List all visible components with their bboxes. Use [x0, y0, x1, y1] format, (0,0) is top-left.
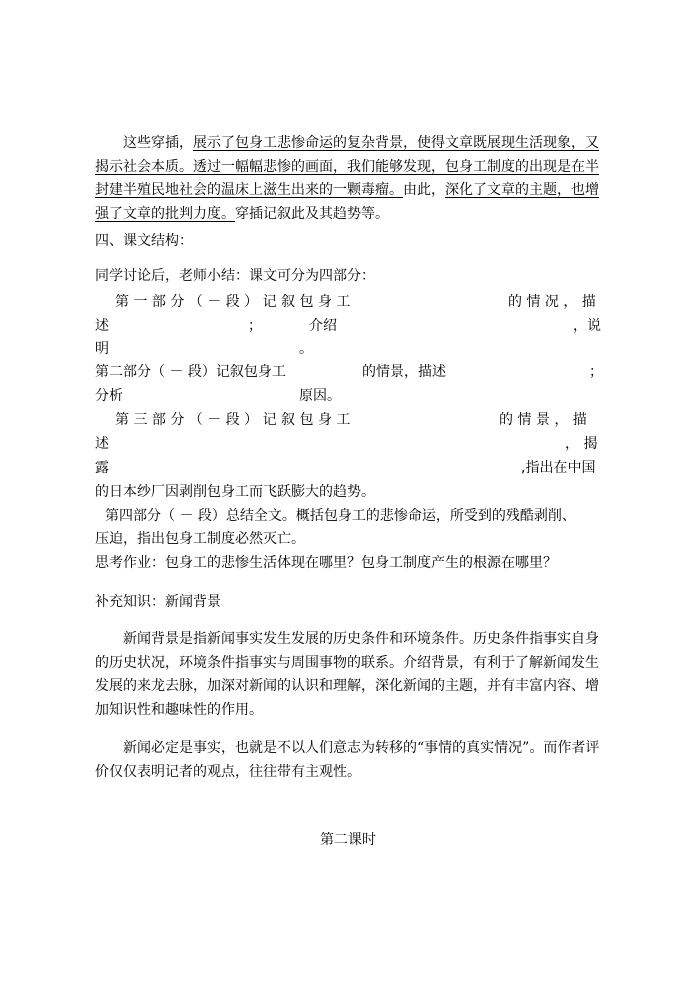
part3-line3a: 露: [95, 460, 109, 476]
part4-line2: 压迫，指出包身工制度必然灭亡。: [95, 531, 305, 547]
part4-line1: 第四部分（ － 段）总结全文。概括包身工的悲惨命运，所受到的残酷剥削、: [105, 508, 576, 524]
part3-line1b: 的 情 景 ， 描: [499, 412, 587, 428]
part1-line2c: 介绍: [309, 318, 337, 334]
part1-line1-end: 的 情 况 ， 描: [508, 294, 596, 310]
homework-line: 思考作业：包身工的悲惨生活体现在哪里？包身工制度产生的根源在哪里？: [95, 555, 557, 571]
part2-line2b: 原因。: [299, 388, 341, 404]
paragraph-news-background: 新闻背景是指新闻事实发生发展的历史条件和环境条件。历史条件指事实自身的历史状况，环境条件指事实与周围事物的联系。介绍背景，有利于了解新闻发生发展的来龙去脉，加深对新闻的认识和理解，深化新闻的主题，并有丰富内容、增加知识性和趣味性的作用。: [95, 631, 599, 718]
text-run: 由此，: [403, 182, 445, 198]
lesson-heading: 第二课时: [320, 832, 376, 848]
underlined-text: 展示了包身工悲惨命运的复杂背景，使得文章既展现生活现象，又揭示社会本质。: [95, 135, 599, 175]
part3-line1a: 第 三 部 分 （ － 段 ） 记 叙 包 身 工: [115, 412, 351, 428]
underlined-text: 深化了文章的主题，也增强了文章的批判力度。: [95, 182, 599, 222]
part2-line1c: ；: [589, 364, 603, 380]
part1-line1: 第 一 部 分 （ － 段 ） 记 叙 包 身 工: [115, 294, 351, 310]
text-run: 新闻必定是事实，也就是不以人们意志为转移的: [123, 740, 417, 756]
underlined-text: 透过一幅幅悲惨的画面，我们能够发现，包身工制度的出现是在半封建半殖民地社会的温床上滋生出来的一颗毒瘤。: [95, 158, 599, 198]
paragraph-news-fact: [95, 737, 601, 784]
part1-line3b: 。: [299, 341, 313, 357]
part1-line2a: 述: [95, 318, 109, 334]
paragraph-insertions: [95, 132, 601, 226]
text-run: 穿插记叙此及其趋势等。: [235, 205, 389, 222]
part1-line2d: ，说: [573, 318, 601, 334]
text-run: 这些穿插，: [123, 135, 193, 151]
part3-line4: 的日本纱厂因剥削包身工而飞跃膨大的趋势。: [95, 484, 375, 500]
summary-line: 同学讨论后，老师小结：课文可分为四部分：: [95, 268, 375, 284]
part1-line3a: 明: [95, 341, 109, 357]
part2-line1a: 第二部分（ － 段）记叙包身工: [95, 364, 286, 380]
quoted-text: “事情的真实情况”: [417, 740, 530, 756]
section-heading: 四、课文结构：: [95, 233, 193, 249]
part3-line3b: ,指出在中国: [521, 460, 596, 476]
part3-line2b: ， 揭: [565, 436, 598, 452]
part2-line1b: 的情景，描述: [362, 364, 446, 380]
part3-line2a: 述: [95, 436, 109, 452]
text-run: 。而作者评价仅仅表明记者的观点，往往带有主观性。: [95, 740, 600, 780]
part2-line2a: 分析: [95, 388, 123, 404]
part1-line2b: ；: [248, 318, 262, 334]
supplement-title: 补充知识：新闻背景: [95, 594, 221, 610]
